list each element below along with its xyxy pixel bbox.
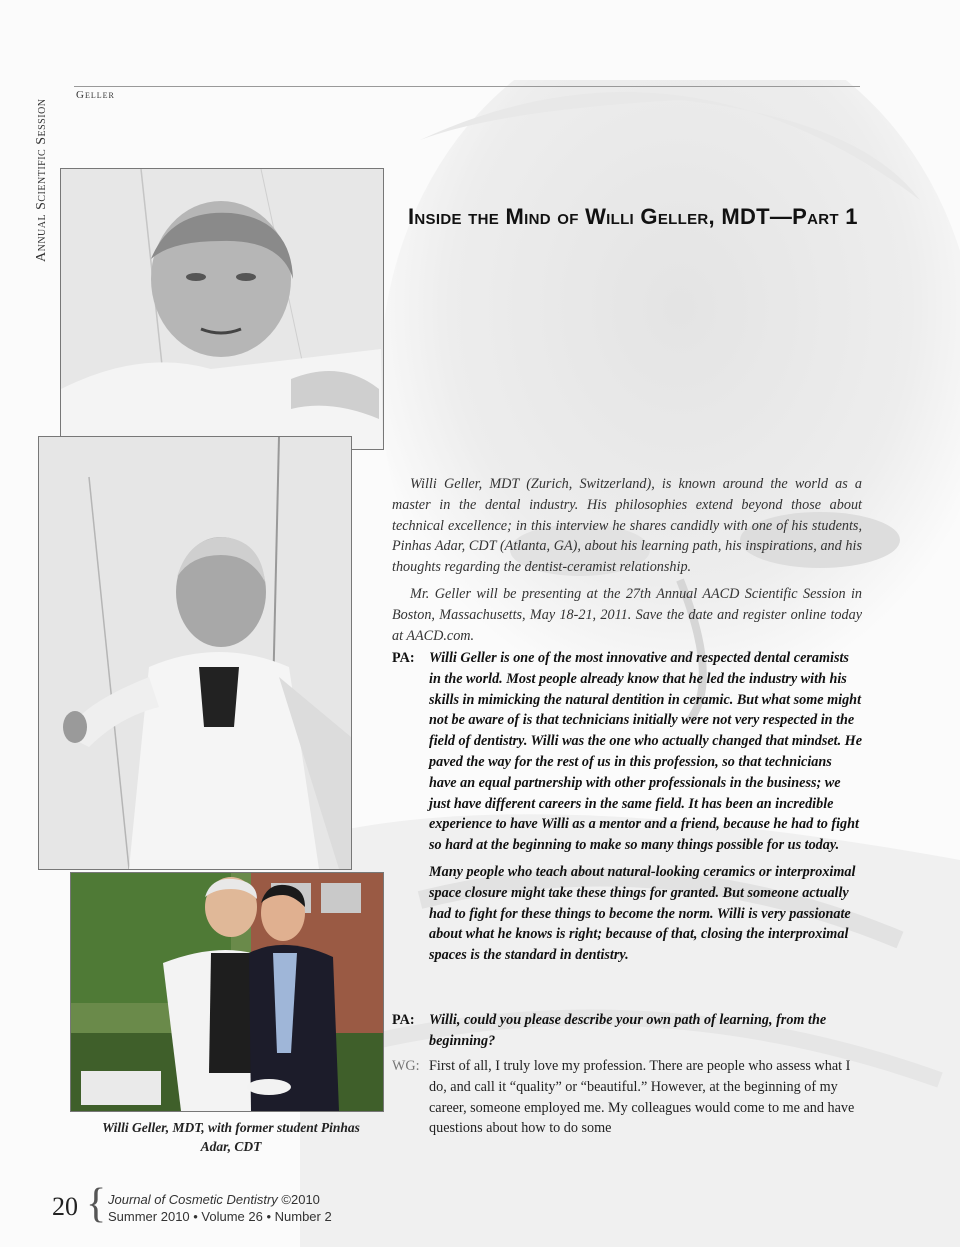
qa-paragraph: Willi Geller is one of the most innovative and respected dental ceramists in the world. Most people already know that he led the industry with his skills in mimicking the natural dentition in ceramic. But what some might not be aware of is that technicians initially were not very respected in the field of dentistry. Willi was the one who actually changed that mindset. He paved the way for the rest of us in this profession, so that technicians have an equal partnership with other professionals in the business; we just have different careers in the same field. It has been an incredible experience to have Willi as a mentor and a friend, because he had to fight so hard at the beginning to make so many things possible for us today. bbox=[429, 650, 863, 854]
photo-standing bbox=[38, 436, 352, 870]
running-head: Geller bbox=[76, 89, 115, 101]
intro-text bbox=[392, 474, 862, 652]
page-number: 20 bbox=[52, 1192, 78, 1221]
qa-block bbox=[392, 648, 862, 966]
journal-name: Journal of Cosmetic Dentistry bbox=[108, 1192, 278, 1207]
speaker-label: PA: bbox=[392, 1012, 415, 1028]
header-rule bbox=[74, 86, 860, 87]
photo-caption: Willi Geller, MDT, with former student Pinhas Adar, CDT bbox=[102, 1120, 360, 1154]
section-label-text: Annual Scientific Session bbox=[34, 98, 49, 262]
qa-paragraph: First of all, I truly love my profession. There are people who assess what I do, and call it “quality” or “beautiful.” However, at the beginning of my career, someone employed me. My colleagues would come to me and have questions about how to do some bbox=[429, 1058, 855, 1137]
copyright: ©2010 bbox=[281, 1192, 320, 1207]
article-title: Inside the Mind of Willi Geller, MDT—Part 1 bbox=[408, 204, 858, 229]
photo-portrait-top bbox=[60, 168, 384, 450]
photo-with-student bbox=[70, 872, 384, 1112]
intro-paragraph: Willi Geller, MDT (Zurich, Switzerland), is known around the world as a master in the dental industry. His philosophies extend beyond those about technical excellence; in this interview he shares candidly with one of his students, Pinhas Adar, CDT (Atlanta, GA), about his learning path, his inspirations, and his thoughts regarding the dentist-ceramist relationship. bbox=[392, 476, 862, 576]
qa-paragraph: Many people who teach about natural-looking ceramics or interproximal space closure might take these things for granted. But someone actually had to fight for these things to become the norm. Willi is very passionate about what he knows is right; because of that, closing the interproximal spaces is the standard in dentistry. bbox=[429, 863, 856, 964]
speaker-label: PA: bbox=[392, 650, 415, 666]
footer-brace: { bbox=[86, 1181, 107, 1227]
qa-paragraph: Willi, could you please describe your own path of learning, from the beginning? bbox=[429, 1012, 827, 1049]
qa-block bbox=[392, 1056, 862, 1139]
footer-journal bbox=[108, 1191, 332, 1225]
speaker-label: WG: bbox=[392, 1058, 420, 1074]
section-label bbox=[34, 72, 52, 262]
qa-block bbox=[392, 1010, 862, 1052]
intro-paragraph: Mr. Geller will be presenting at the 27th Annual AACD Scientific Session in Boston, Massachusetts, May 18-21, 2011. Save the date and register online today at AACD.com. bbox=[392, 585, 862, 644]
issue-info: Summer 2010 • Volume 26 • Number 2 bbox=[108, 1209, 332, 1224]
